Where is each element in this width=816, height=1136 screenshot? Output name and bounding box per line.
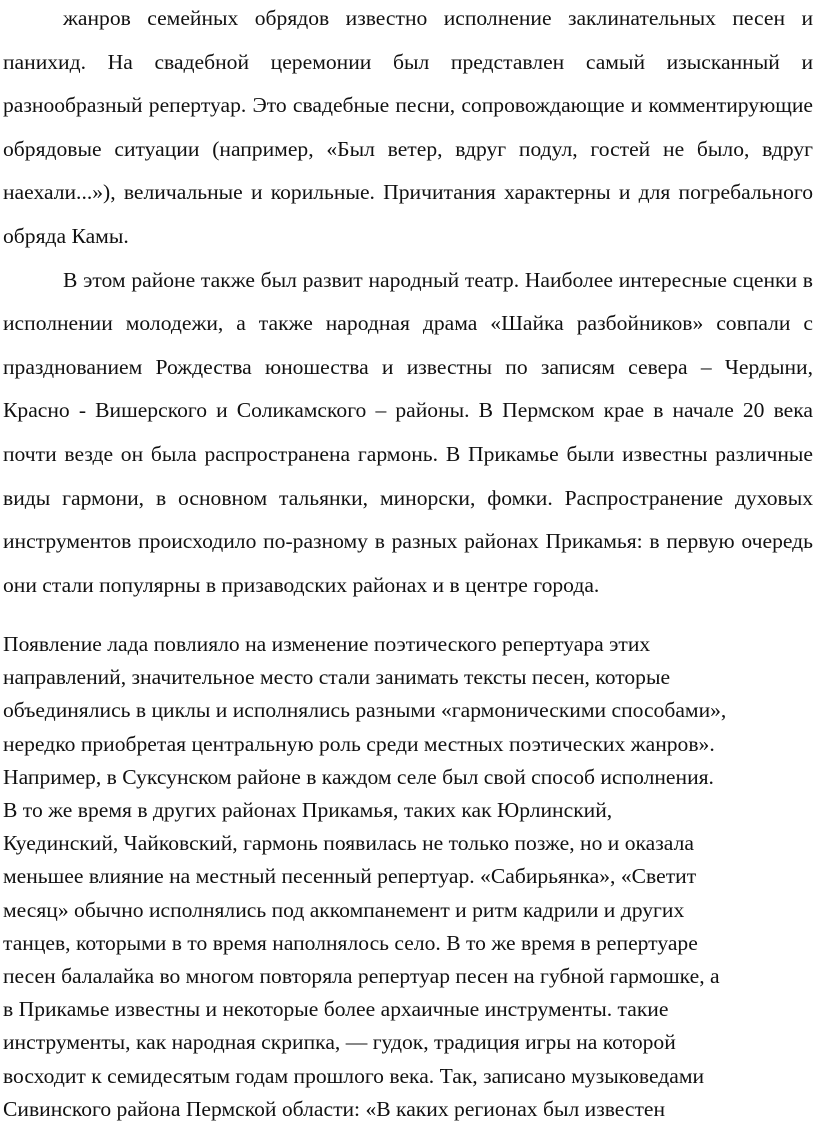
text-line: Куединский, Чайковский, гармонь появилась не только позже, но и оказала: [3, 831, 694, 856]
paragraph-folk-theatre: В этом районе также был развит народный театр. Наиболее интересные сценки в исполнении молодежи, а также народная драма «Шайка разбойников» совпали с празднованием Рождества юношества и известны по записям севера – Чердыни, Красно - Вишерского и Соликамского – районы. В Пермском крае в начале 20 века почти везде он была распространена гармонь. В Прикамье были известны различные виды гармони, в основном тальянки, минорски, фомки. Распространение духовых инструментов происходило по-разному в разных районах Прикамья: в первую очередь они стали популярны в призаводских районах и в центре города.: [3, 267, 813, 597]
text-line: в Прикамье известны и некоторые более архаичные инструменты. такие: [3, 997, 669, 1022]
text-line: песен балалайка во многом повторяла репертуар песен на губной гармошке, а: [3, 964, 720, 989]
text-line: танцев, которыми в то время наполнялось село. В то же время в репертуаре: [3, 930, 698, 955]
text-line: Например, в Суксунском районе в каждом селе был свой способ исполнения.: [3, 764, 714, 789]
text-line: объединялись в циклы и исполнялись разными «гармоническими способами»,: [3, 698, 727, 723]
text-line: В то же время в других районах Прикамья, таких как Юрлинский,: [3, 798, 613, 823]
single-spaced-text: [3, 628, 813, 1126]
text-line: месяц» обычно исполнялись под аккомпанемент и ритм кадрили и других: [3, 897, 685, 922]
text-line: направлений, значительное место стали занимать тексты песен, которые: [3, 665, 671, 690]
text-line: Появление лада повлияло на изменение поэтического репертуара этих: [3, 632, 651, 656]
text-line: восходит к семидесятым годам прошлого века. Так, записано музыковедами: [3, 1063, 705, 1088]
paragraph-wedding-rites: жанров семейных обрядов известно исполнение заклинательных песен и панихид. На свадебной церемонии был представлен самый изысканный и разнообразный репертуар. Это свадебные песни, сопровождающие и комментирующие обрядовые ситуации (например, «Был ветер, вдруг подул, гостей не было, вдруг наехали...»), величальные и корильные. Причитания характерны и для погребального обряда Камы.: [3, 6, 813, 248]
text-line: меньшее влияние на местный песенный репертуар. «Сабирьянка», «Светит: [3, 864, 697, 889]
double-spaced-text: [3, 0, 813, 607]
text-line: инструменты, как народная скрипка, — гудок, традиция игры на которой: [3, 1030, 676, 1055]
text-line: нередко приобретая центральную роль среди местных поэтических жанров».: [3, 731, 715, 756]
text-line: Сивинского района Пермской области: «В каких регионах был известен: [3, 1096, 666, 1121]
